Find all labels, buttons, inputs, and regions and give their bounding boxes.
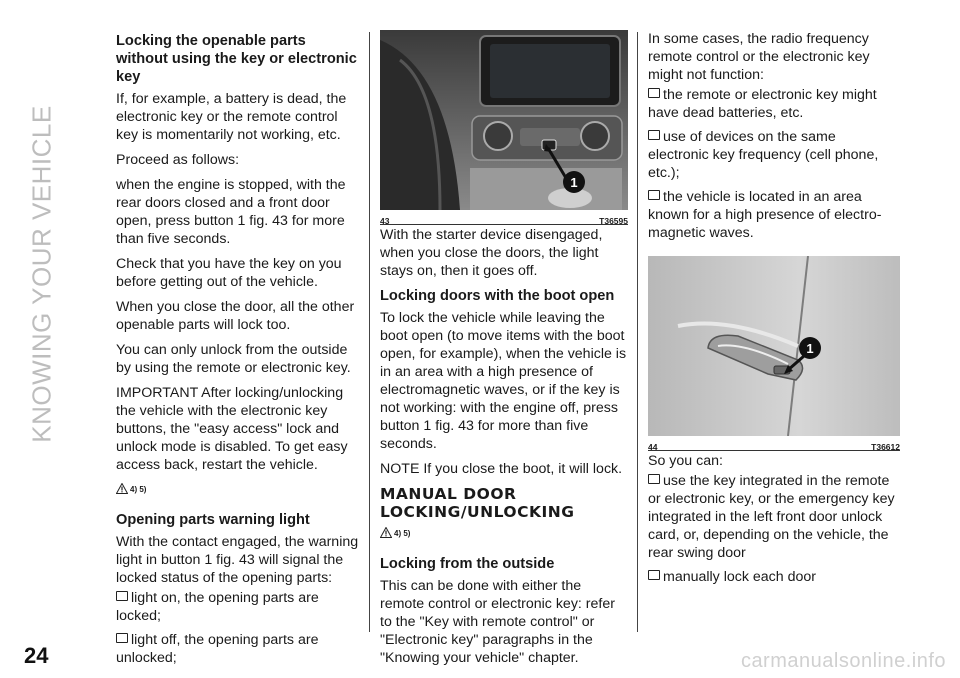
list-item: use of devices on the same electronic key frequency (cell phone, etc.); [648, 129, 879, 181]
list-item: light off, the opening parts are unlocked; [116, 632, 319, 666]
paragraph: With the contact engaged, the warning light in button 1 fig. 43 will signal the locked status of the opening parts: [116, 534, 359, 586]
heading-warning-light: Opening parts warning light [116, 512, 310, 528]
chapter-side-title: KNOWING YOUR VEHICLE [26, 105, 57, 443]
figure-number: 43 [380, 216, 390, 226]
section-heading: MANUAL DOOR LOCKING/UNLOCKING [380, 485, 575, 521]
column-divider [369, 32, 370, 632]
column-3 [648, 30, 900, 592]
list-item: the vehicle is located in an area known for a high presence of electro-magnetic waves. [648, 189, 882, 241]
heading-boot-open: Locking doors with the boot open [380, 288, 615, 304]
square-bullet-icon [648, 190, 660, 200]
column-divider [637, 32, 638, 632]
door-handle-photo [648, 256, 900, 436]
figure-code: T36595 [599, 216, 628, 226]
paragraph: Check that you have the key on you before getting out of the vehicle. [116, 256, 342, 290]
figure-caption [380, 212, 628, 225]
paragraph: Proceed as follows: [116, 152, 240, 168]
list-item: use the key integrated in the remote or electronic key, or the emergency key integrated in the left front door unlock card, or, depending on the vehicle, the rear swing door [648, 473, 895, 561]
figure-callout: 1 [570, 175, 578, 190]
paragraph: This can be done with either the remote control or electronic key: refer to the "Key with remote control" or "Electronic key" paragraphs in the "Knowing your vehicle" chapter. [380, 578, 615, 666]
paragraph: In some cases, the radio frequency remote control or the electronic key might not function: [648, 31, 870, 83]
paragraph: With the starter device disengaged, when you close the doors, the light stays on, then it goes off. [380, 227, 603, 279]
column-1 [116, 30, 360, 673]
square-bullet-icon [648, 474, 660, 484]
warning-reference: 4) 5) [380, 525, 628, 545]
figure-code: T36612 [871, 442, 900, 452]
paragraph-important: IMPORTANT After locking/unlocking the vehicle with the electronic key buttons, the "easy access" lock and unlock mode is disabled. To get easy access back, restart the vehicle. [116, 385, 348, 473]
square-bullet-icon [648, 130, 660, 140]
square-bullet-icon [116, 633, 128, 643]
paragraph: You can only unlock from the outside by using the remote or electronic key. [116, 342, 351, 376]
warning-triangle-icon [380, 527, 392, 545]
watermark: carmanualsonline.info [740, 650, 946, 672]
warning-reference: 4) 5) [116, 481, 360, 501]
list-item: manually lock each door [648, 568, 900, 586]
column-2 [380, 30, 628, 674]
figure-caption [648, 438, 900, 451]
figure-43 [380, 30, 628, 226]
heading-locking-without-key: Locking the openable parts without using the key or electronic key [116, 33, 357, 85]
paragraph-note: NOTE If you close the boot, it will lock. [380, 461, 623, 477]
paragraph: To lock the vehicle while leaving the boot open (to move items with the boot open, for example), when the vehicle is in an area with a high presence of electromagnetic waves, or if the key is not working: with the engine off, press button 1 fig. 43 for more than five seconds. [380, 310, 627, 452]
paragraph: So you can: [648, 453, 723, 469]
warning-triangle-icon [116, 483, 128, 501]
dashboard-photo [380, 30, 628, 210]
page-number: 24 [24, 643, 49, 668]
list-item: light on, the opening parts are locked; [116, 590, 319, 624]
square-bullet-icon [116, 591, 128, 601]
paragraph: When you close the door, all the other openable parts will lock too. [116, 299, 355, 333]
figure-number: 44 [648, 442, 658, 452]
figure-callout: 1 [806, 341, 814, 356]
figure-44 [648, 256, 900, 452]
square-bullet-icon [648, 88, 660, 98]
paragraph: If, for example, a battery is dead, the electronic key or the remote control key is momentarily not working, etc. [116, 91, 347, 143]
paragraph: when the engine is stopped, with the rear doors closed and a front door open, press button 1 fig. 43 for more than five seconds. [116, 177, 346, 247]
list-item: the remote or electronic key might have dead batteries, etc. [648, 87, 877, 121]
heading-locking-outside: Locking from the outside [380, 556, 555, 572]
square-bullet-icon [648, 570, 660, 580]
